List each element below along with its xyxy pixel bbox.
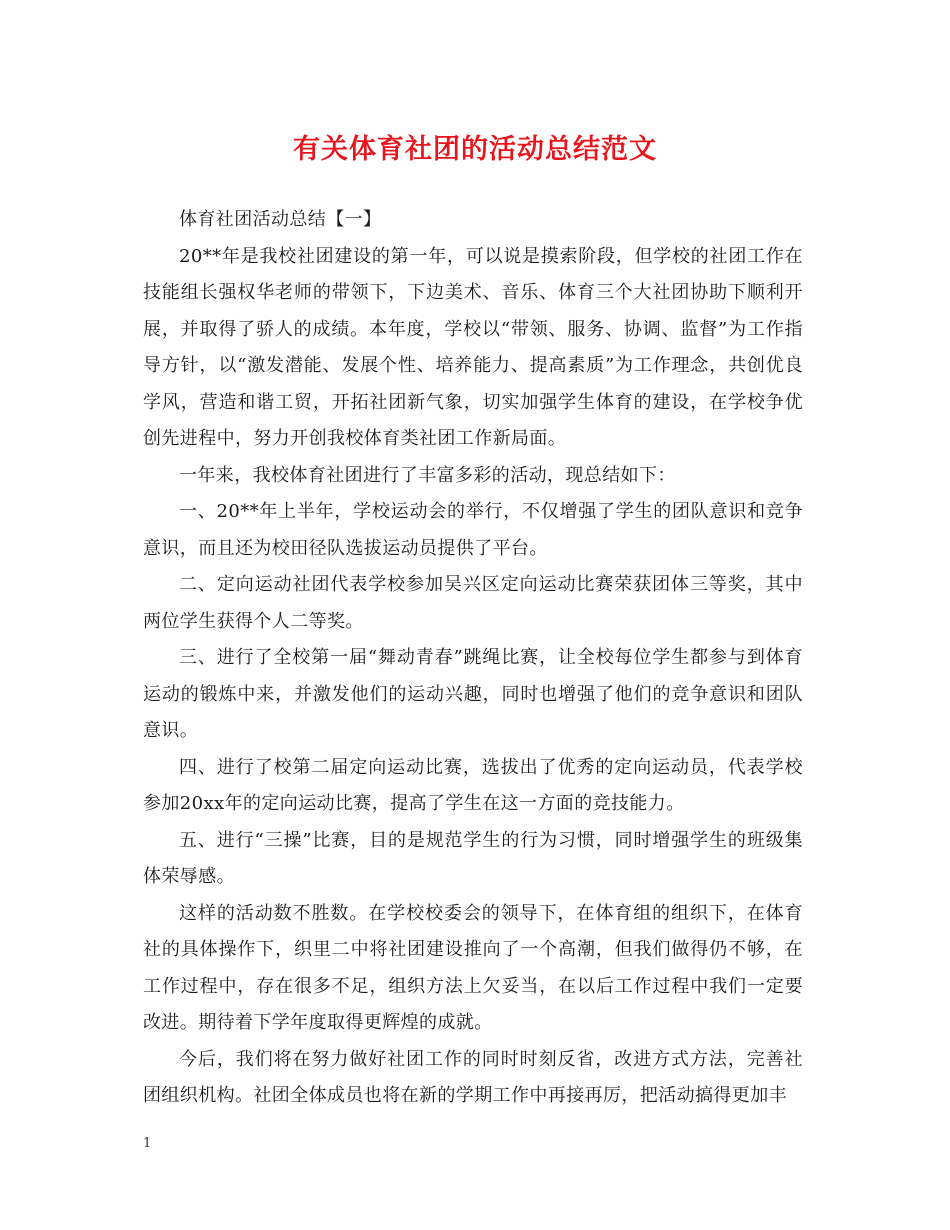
paragraph-summary-lead: 一年来，我校体育社团进行了丰富多彩的活动，现总结如下： — [179, 464, 676, 486]
paragraph-item-3: 三、进行了全校第一届“舞动青春”跳绳比赛，让全校每位学生都参与到体育运动的锻炼中来，并激发他们的运动兴趣，同时也增强了他们的竞争意识和团队意识。 — [143, 647, 803, 741]
document-title: 有关体育社团的活动总结范文 — [293, 134, 657, 165]
paragraph-reflection: 这样的活动数不胜数。在学校校委会的领导下，在体育组的组织下，在体育社的具体操作下，织里二中将社团建设推向了一个高潮，但我们做得仍不够，在工作过程中，存在很多不足，组织方法上欠妥当，在以后工作过程中我们一定要改进。期待着下学年度取得更辉煌的成就。 — [143, 902, 803, 1033]
document-body — [143, 202, 803, 1115]
paragraph-item-5: 五、进行“三操”比赛，目的是规范学生的行为习惯，同时增强学生的班级集体荣辱感。 — [143, 829, 803, 887]
paragraph-intro: 20**年是我校社团建设的第一年，可以说是摸索阶段，但学校的社团工作在技能组长强权华老师的带领下，下边美术、音乐、体育三个大社团协助下顺利开展，并取得了骄人的成绩。本年度，学校以“带领、服务、协调、监督”为工作指导方针，以“激发潜能、发展个性、培养能力、提高素质”为工作理念，共创优良学风，营造和谐工贸，开拓社团新气象，切实加强学生体育的建设，在学校争优创先进程中，努力开创我校体育类社团工作新局面。 — [143, 245, 803, 449]
paragraph-item-4: 四、进行了校第二届定向运动比赛，选拔出了优秀的定向运动员，代表学校参加20xx年的定向运动比赛，提高了学生在这一方面的竞技能力。 — [143, 756, 803, 814]
paragraph-outlook: 今后，我们将在努力做好社团工作的同时时刻反省，改进方式方法，完善社团组织机构。社团全体成员也将在新的学期工作中再接再厉，把活动搞得更加丰 — [143, 1048, 803, 1106]
page-number: 1 — [143, 1136, 152, 1151]
paragraph-item-1: 一、20**年上半年，学校运动会的举行，不仅增强了学生的团队意识和竞争意识，而且还为校田径队选拔运动员提供了平台。 — [143, 501, 803, 559]
section-heading: 体育社团活动总结【一】 — [179, 209, 382, 230]
paragraph-item-2: 二、定向运动社团代表学校参加吴兴区定向运动比赛荣获团体三等奖，其中两位学生获得个人二等奖。 — [143, 574, 803, 632]
